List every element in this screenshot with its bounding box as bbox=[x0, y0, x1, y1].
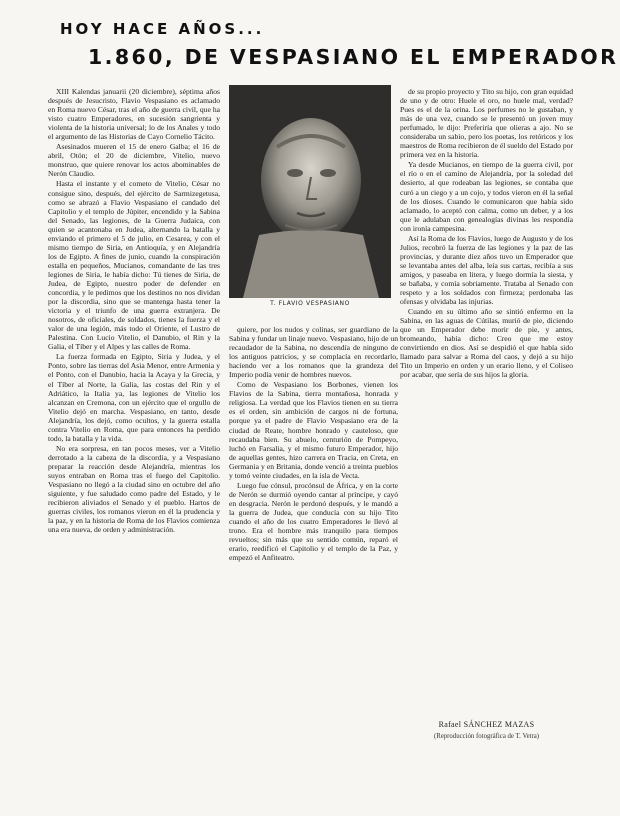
paragraph: La fuerza formada en Egipto, Siria y Judea, y el Ponto, sobre las tierras del Asia Menor, entre Armenia y el Ponto, con el Danubio, hacia la Acaya y la Grecia, y el Tíber al Norte, la Galia, las costas del Rin y el Adriático, la Italia ya, las legiones de Vitelio los alcanzan en Cremona, con un ejército que el orgullo de Vitelio dejó en marcha. Vespasiano, en tanto, desde Alejandría, los dejó, como ocultos, y la guerra estalla contra Vitelio en Roma, que para entonces ha perdido todo, la batalla y la vida. bbox=[48, 352, 220, 443]
paragraph: quiere, por los nudos y colinas, ser guardiano de la Sabina y fundar un linaje nuevo. Vespasiano, hijo de un recaudador de la Sabina, no descendía de ninguno de los antiguos patricios, y se complacía en recordarlo, haciendo ver a los romanos que la grandeza del Imperio podía venir de hombres nuevos. bbox=[229, 325, 398, 380]
photo-credit: (Reproducción fotográfica de T. Vetra) bbox=[433, 733, 540, 740]
paragraph: Asesinados mueren el 15 de enero Galba; el 16 de abril, Otón; el 20 de diciembre, Vitelio, nuevo monstruo, que quiere renovar los actos abominables de Nerón Claudio. bbox=[48, 142, 220, 179]
paragraph: No era sorpresa, en tan pocos meses, ver a Vitelio derrotado a la cabeza de la discordia, y a Vespasiano preparar la reacción desde Alejandría, mientras los suyos entraban en Roma tras el fuego del Capitolio. Vespasiano no llegó a la ciudad sino en octubre del año siguiente, y fue saludado como padre del Estado, y le recibieron aliviados el Senado y el pueblo. Hartos de guerras civiles, los romanos vieron en él la prudencia y la paz, y en la historia de Roma de los Flavios comienza una era nueva, de orden y administración. bbox=[48, 443, 220, 535]
emperor-bust-photo bbox=[229, 85, 391, 298]
paragraph: XIII Kalendas januarii (20 diciembre), séptima años después de Jesucristo, Flavio Vespasiano es aclamado en Roma nuevo César, tras el año de guerra civil, que ha visto cuatro Emperadores, en sucesión sangrienta y violenta de la historia universal; lo de los Anales y todo el argumento de las Historias de Cayo Cornelio Tácito. bbox=[48, 87, 220, 142]
paragraph: Ya desde Mucianos, en tiempo de la guerra civil, por el río o en el camino de Alejandría, por la soledad del desierto, al que rodeaban las legiones, se contaba que curó a un ciego y a un cojo, y todos vieron en él la señal de los dioses. Cuando le comunicaron que había sido aclamado, lo aceptó con calma, como un deber, y a los que le adulaban con genealogías divinas les respondía con ironía campesina. bbox=[400, 160, 573, 233]
bust-illustration bbox=[229, 85, 391, 298]
article-column-right bbox=[400, 87, 573, 679]
article-column-middle bbox=[229, 325, 398, 785]
article-headline: 1.860, DE VESPASIANO EL EMPERADOR bbox=[88, 45, 619, 69]
photo-caption: T. FLAVIO VESPASIANO bbox=[270, 300, 350, 307]
paragraph: Como de Vespasiano los Borbones, vienen los Flavios de la Sabina, tierra montañosa, honrada y religiosa. La verdad que los Flavios tienen en su tierra es el orden, sin ambición de cargos ni de fortuna, porque ya el padre de Flavio Vespasiano era de la ciudad de Reate, hombre honrado y cauteloso, que recaudaba bien. Su abuelo, centurión de Pompeyo, luchó en Farsalia, y el mismo futuro Emperador, hijo de aquellas gentes, hizo carrera en Tracia, en Creta, en Germania y en Britania, donde venció a treinta pueblos y tomó veinte ciudades, en la isla de Vecta. bbox=[229, 380, 398, 480]
section-kicker: HOY HACE AÑOS... bbox=[60, 20, 265, 38]
paragraph: Luego fue cónsul, procónsul de África, y en la corte de Nerón se durmió oyendo cantar al príncipe, y cayó en desgracia. Nerón le perdonó después, y le mandó a la guerra de Judea, que conducía con su hijo Tito cuando el año de los cuatro Emperadores le llevó al trono. Era el hombre más tranquilo para tiempos revueltos; sin más que su sentido común, reparó el erario, reedificó el Capitolio y el templo de la Paz, y empezó el Anfiteatro. bbox=[229, 480, 398, 563]
paragraph: Así la Roma de los Flavios, luego de Augusto y de los Julios, recobró la fuerza de las legiones y la paz de las provincias, y durante diez años tuvo un Emperador que se levantaba antes del alba, leía sus cartas, recibía a sus amigos, y paseaba en litera, y luego dormía la siesta, y se bañaba, y comía sobriamente. Trataba al Senado con respeto y a los soldados con firmeza; perdonaba las ofensas y olvidaba las injurias. bbox=[400, 233, 573, 307]
article-column-left bbox=[48, 87, 220, 787]
paragraph: de su propio proyecto y Tito su hijo, con gran equidad de uno y de otro: Huele el oro, no huele mal, verdad? Pues es el de la orina. Los perfumes no le gustaban, y más de una vez, cuando se le presentó un joven muy perfumado, le dijo: Preferiría que olieras a ajo. No se consideraba un sabio, pero los poetas, los retóricos y los maestros de Roma recibieron de él sueldo del Estado por primera vez en la historia. bbox=[400, 87, 573, 160]
paragraph: Cuando en su último año se sintió enfermo en la Sabina, en las aguas de Cútilas, murió de pie, diciendo que un Emperador debe morir de pie, y antes, bromeando, había dicho: Creo que me estoy convirtiendo en dios. Así se despidió el que había sido llamado para salvar a Roma del caos, y dejó a su hijo Tito un Imperio en orden y un erario lleno, y el Coliseo por acabar, que sería de sus hijos la gloria. bbox=[400, 307, 573, 380]
author-signature: Rafael SÁNCHEZ MAZAS bbox=[438, 720, 535, 729]
paragraph: Hasta el instante y el cometo de Vitelio, César no consigue sino, después, del ejército de Sarmizegetusa, como se abrazó a Flavio Vespasiano el candado del Capitolio y el templo de Júpiter, encendido y la Sabina del Senado, las legiones, de la Guerra Judaica, con quien se acantonaba en Judea, alternando la batalla y enviando el primero el 5 de julio, en Cesarea, y con el mismo tiempo de Siria, en Antioquía, y en Alejandría los de Egipto. A fines de junio, cuando la conspiración estalla en pequeños, Mucianos, comandante de las tres legiones de Siria, le había dicho: Tú tienes de Siria, de Judea, de Egipto, nuestro poder de defender en concordia, y le pedimos que los destinos no nos dividan por la discordia, sino que se mantenga hasta tener la victoria y el triunfo de una guerra extranjera. De nosotros, de oficiales, de soldados, tienes la fuerza y el valor de una legión, más todo el Oriente, el Lustro de Palestina. Con Lucio Vitelio, el Danubio, el Rin y la Galia, el Tíber y el Alpes y las calles de Roma. bbox=[48, 179, 220, 352]
